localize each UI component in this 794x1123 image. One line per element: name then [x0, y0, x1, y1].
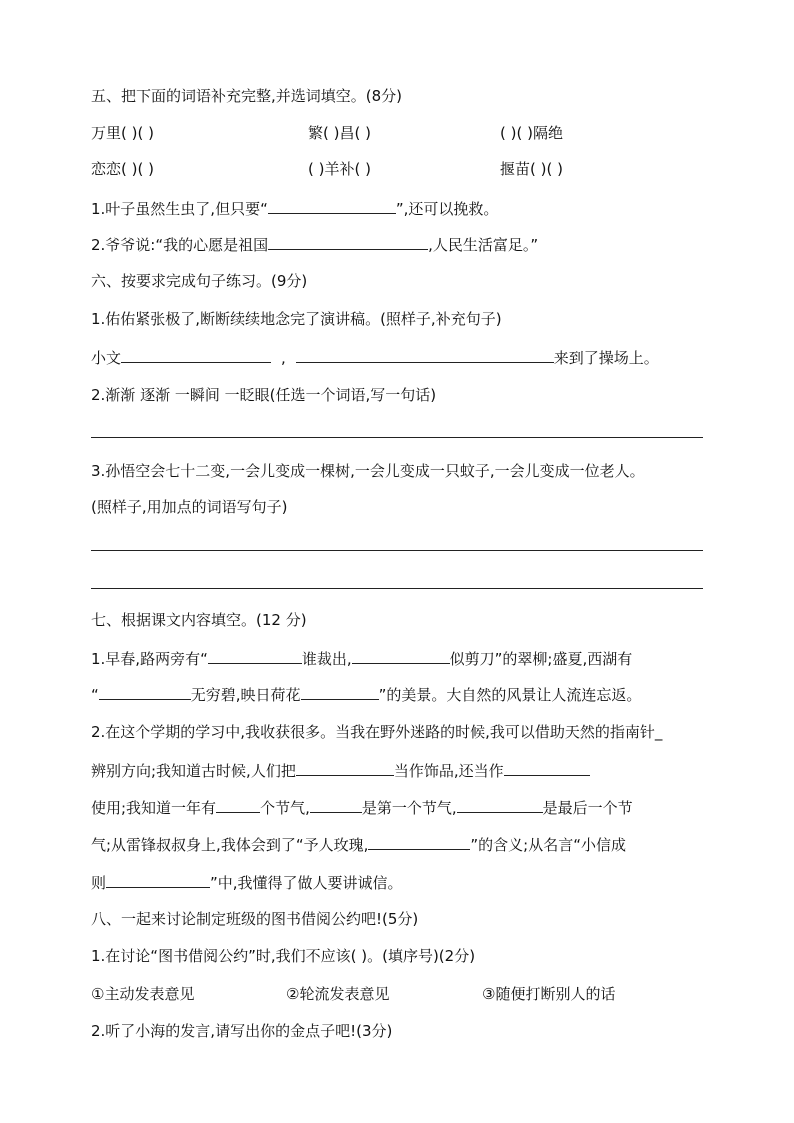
question-s6-2: 2.渐渐 逐渐 一瞬间 一眨眼(任选一个词语,写一句话)	[91, 386, 437, 404]
word-item: 繁( )昌( )	[308, 124, 371, 142]
answer-blank[interactable]	[301, 684, 379, 700]
question-s6-3: 3.孙悟空会七十二变,一会儿变成一棵树,一会儿变成一只蚊子,一会儿变成一位老人。	[91, 462, 645, 480]
question-s7-2c: 使用;我知道一年有 个节气, 是第一个节气, 是最后一个节	[91, 799, 633, 817]
section-8-heading: 八、一起来讨论制定班级的图书借阅公约吧!(5分)	[91, 910, 419, 928]
answer-blank[interactable]	[268, 234, 428, 250]
answer-blank[interactable]	[106, 872, 210, 888]
answer-blank[interactable]	[99, 684, 191, 700]
answer-blank[interactable]	[310, 797, 362, 813]
question-s6-1: 1.佑佑紧张极了,断断续续地念完了演讲稿。(照样子,补充句子)	[91, 310, 502, 328]
option-1: ①主动发表意见	[91, 985, 195, 1003]
answer-blank[interactable]	[216, 797, 260, 813]
answer-blank[interactable]	[296, 347, 554, 363]
question-s8-1: 1.在讨论“图书借阅公约”时,我们不应该( )。(填序号)(2分)	[91, 947, 476, 965]
word-item: ( )羊补( )	[308, 160, 371, 178]
answer-blank[interactable]	[368, 834, 470, 850]
question-s6-3-note: (照样子,用加点的词语写句子)	[91, 498, 288, 516]
question-s7-2b: 辨别方向;我知道古时候,人们把 当作饰品,还当作	[91, 760, 590, 781]
question-s5-2: 2.爷爷说:“我的心愿是祖国 ,人民生活富足。”	[91, 236, 539, 254]
answer-line[interactable]	[91, 588, 703, 589]
answer-blank[interactable]	[208, 648, 302, 664]
question-s8-2: 2.听了小海的发言,请写出你的金点子吧!(3分)	[91, 1022, 393, 1040]
answer-line[interactable]	[91, 550, 703, 551]
answer-blank[interactable]	[268, 198, 396, 214]
option-3: ③随便打断别人的话	[482, 985, 616, 1003]
answer-blank[interactable]	[296, 760, 394, 776]
word-item: 万里( )( )	[91, 124, 154, 142]
question-s7-1: 1.早春,路两旁有“ 谁裁出, 似剪刀”的翠柳;盛夏,西湖有	[91, 650, 633, 668]
question-s5-1: 1.叶子虽然生虫了,但只要“ ”,还可以挽救。	[91, 200, 499, 218]
word-item: 揠苗( )( )	[500, 160, 563, 178]
word-item: ( )( )隔绝	[500, 124, 563, 142]
question-s6-1-fill: 小文 , 来到了操场上。	[91, 349, 659, 367]
option-2: ②轮流发表意见	[286, 985, 390, 1003]
question-s7-2: 2.在这个学期的学习中,我收获很多。当我在野外迷路的时候,我可以借助天然的指南针_	[91, 723, 663, 741]
section-5-heading: 五、把下面的词语补充完整,并选词填空。(8分)	[91, 87, 403, 105]
answer-line[interactable]	[91, 437, 703, 438]
question-s7-1b: “ 无穷碧,映日荷花 ”的美景。大自然的风景让人流连忘返。	[91, 686, 642, 704]
section-7-heading: 七、根据课文内容填空。(12 分)	[91, 611, 307, 629]
question-s7-2d: 气;从雷锋叔叔身上,我体会到了“予人玫瑰, ”的含义;从名言“小信成	[91, 836, 626, 854]
answer-blank[interactable]	[457, 797, 543, 813]
word-item: 恋恋( )( )	[91, 160, 154, 178]
question-s7-2e: 则 ”中,我懂得了做人要讲诚信。	[91, 874, 403, 892]
answer-blank[interactable]	[504, 760, 590, 776]
answer-blank[interactable]	[121, 347, 271, 363]
section-6-heading: 六、按要求完成句子练习。(9分)	[91, 272, 308, 290]
answer-blank[interactable]	[352, 648, 450, 664]
